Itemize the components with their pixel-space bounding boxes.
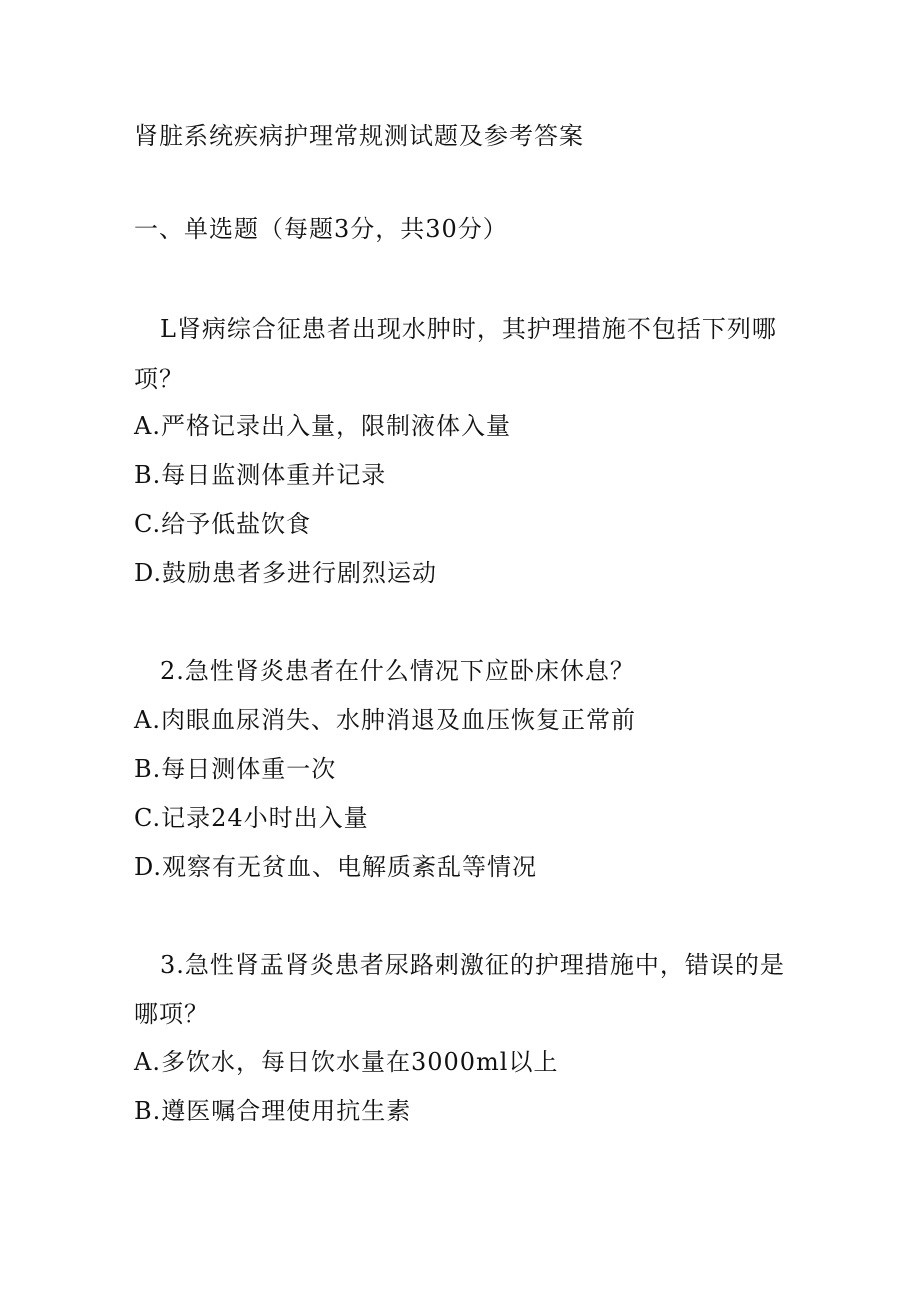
question-3-option-b: B.遵医嘱合理使用抗生素 [134,1097,412,1125]
question-1-option-d: D.鼓励患者多进行剧烈运动 [134,559,438,587]
question-2-option-b: B.每日测体重一次 [134,755,337,783]
question-3-stem-line1: 3.急性肾盂肾炎患者尿路刺激征的护理措施中，错误的是 [160,951,785,979]
section-heading: 一、单选题（每题3分，共30分） [134,215,508,243]
question-2-option-c: C.记录24小时出入量 [134,804,369,832]
question-1-option-c: C.给予低盐饮食 [134,510,312,538]
question-2-option-d: D.观察有无贫血、电解质紊乱等情况 [134,853,538,881]
question-1-stem-line1: L肾病综合征患者出现水肿时，其护理措施不包括下列哪 [160,315,777,343]
question-3-option-a: A.多饮水，每日饮水量在3000ml以上 [134,1048,559,1076]
question-1-stem-line2: 项？ [134,365,184,393]
question-1-option-b: B.每日监测体重并记录 [134,461,387,489]
document-title: 肾脏系统疾病护理常规测试题及参考答案 [134,122,584,150]
question-2-stem: 2.急性肾炎患者在什么情况下应卧床休息？ [160,657,635,685]
question-3-stem-line2: 哪项？ [134,1000,209,1028]
question-1-option-a: A.严格记录出入量，限制液体入量 [134,412,511,440]
question-2-option-a: A.肉眼血尿消失、水肿消退及血压恢复正常前 [134,706,636,734]
